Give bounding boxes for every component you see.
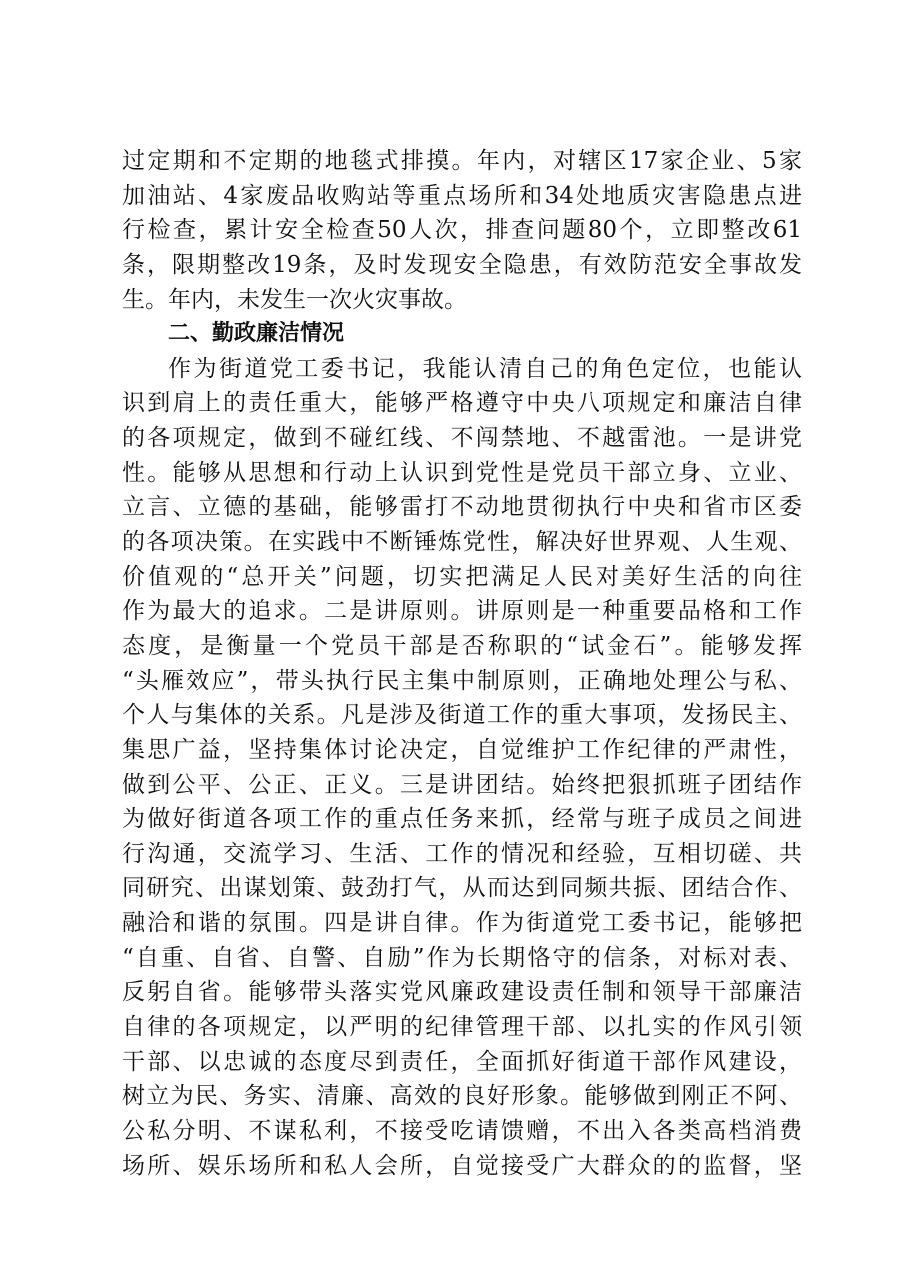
- paragraph-line: 作为街道党工委书记，我能认清自己的角色定位，也能认: [168, 355, 802, 382]
- paragraph-line: “头雁效应”，带头执行民主集中制原则，正确地处理公与私、: [122, 667, 802, 694]
- paragraph-line: 干部、以忠诚的态度尽到责任，全面抓好街道干部作风建设，: [122, 1048, 802, 1075]
- paragraph-line: 同研究、出谋划策、鼓劲打气，从而达到同频共振、团结合作、: [122, 875, 802, 902]
- document-body: [122, 144, 802, 1183]
- paragraph-line: 反躬自省。能够带头落实党风廉政建设责任制和领导干部廉洁: [122, 979, 802, 1006]
- paragraph-line: 行检查，累计安全检查50人次，排查问题80个，立即整改61: [122, 217, 802, 244]
- paragraph-line: 过定期和不定期的地毯式排摸。年内，对辖区17家企业、5家: [122, 148, 802, 174]
- paragraph-line: 加油站、4家废品收购站等重点场所和34处地质灾害隐患点进: [122, 182, 802, 209]
- paragraph-line: 生。年内，未发生一次火灾事故。: [122, 286, 467, 313]
- paragraph-line: 态度，是衡量一个党员干部是否称职的“试金石”。能够发挥: [122, 632, 802, 659]
- paragraph-line: 识到肩上的责任重大，能够严格遵守中央八项规定和廉洁自律: [122, 390, 802, 417]
- section-heading: 二、勤政廉洁情况: [168, 321, 345, 347]
- paragraph-line: 行沟通，交流学习、生活、工作的情况和经验，互相切磋、共: [122, 840, 802, 867]
- paragraph-line: 做到公平、公正、正义。三是讲团结。始终把狠抓班子团结作: [122, 771, 802, 798]
- paragraph-line: 作为最大的追求。二是讲原则。讲原则是一种重要品格和工作: [122, 598, 802, 625]
- paragraph-line: 的各项规定，做到不碰红线、不闯禁地、不越雷池。一是讲党: [122, 425, 802, 452]
- paragraph-line: “自重、自省、自警、自励”作为长期恪守的信条，对标对表、: [122, 944, 802, 971]
- paragraph-line: 性。能够从思想和行动上认识到党性是党员干部立身、立业、: [122, 459, 802, 486]
- paragraph-line: 立言、立德的基础，能够雷打不动地贯彻执行中央和省市区委: [122, 494, 802, 521]
- paragraph-line: 为做好街道各项工作的重点任务来抓，经常与班子成员之间进: [122, 806, 802, 833]
- paragraph-line: 价值观的“总开关”问题，切实把满足人民对美好生活的向往: [122, 563, 802, 590]
- paragraph-line: 场所、娱乐场所和私人会所，自觉接受广大群众的的监督，坚: [122, 1152, 802, 1179]
- paragraph-line: 集思广益，坚持集体讨论决定，自觉维护工作纪律的严肃性，: [122, 736, 802, 763]
- paragraph-line: 树立为民、务实、清廉、高效的良好形象。能够做到刚正不阿、: [122, 1083, 802, 1110]
- paragraph-line: 融洽和谐的氛围。四是讲自律。作为街道党工委书记，能够把: [122, 910, 802, 937]
- paragraph-line: 自律的各项规定，以严明的纪律管理干部、以扎实的作风引领: [122, 1014, 802, 1041]
- paragraph-line: 条，限期整改19条，及时发现安全隐患，有效防范安全事故发: [122, 251, 802, 278]
- paragraph-line: 公私分明、不谋私利，不接受吃请馈赠，不出入各类高档消费: [122, 1117, 802, 1144]
- paragraph-line: 个人与集体的关系。凡是涉及街道工作的重大事项，发扬民主、: [122, 702, 802, 729]
- paragraph-line: 的各项决策。在实践中不断锤炼党性，解决好世界观、人生观、: [122, 529, 802, 556]
